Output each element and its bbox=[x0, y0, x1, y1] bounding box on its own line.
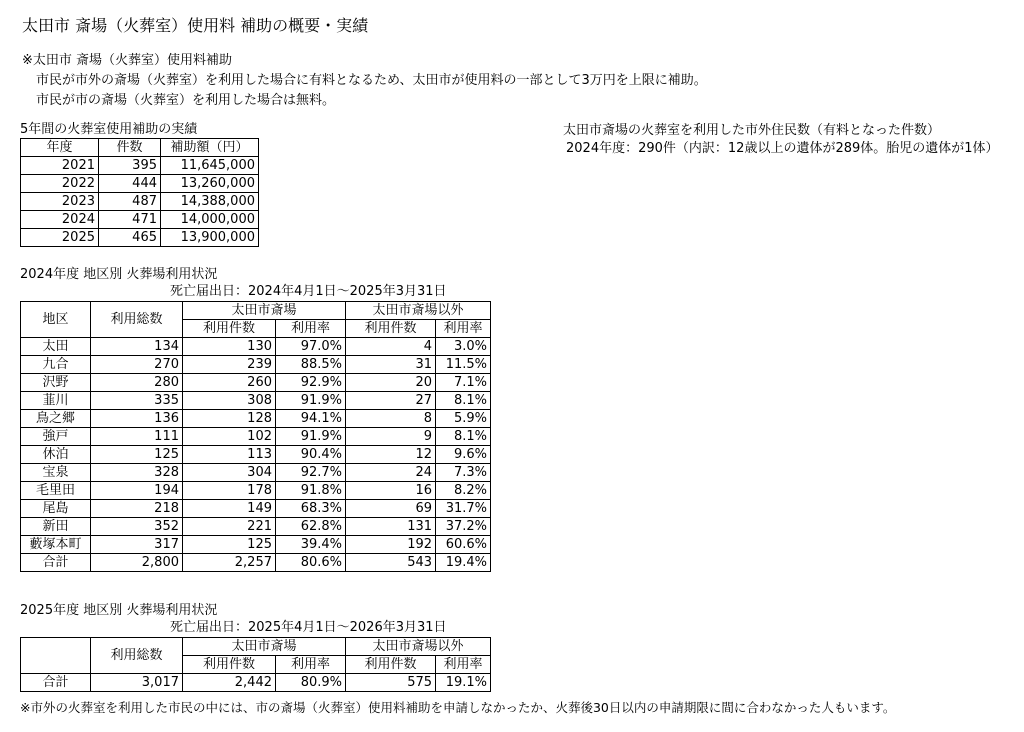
table-cell: 91.8% bbox=[276, 482, 346, 500]
table-cell: 8.1% bbox=[436, 392, 491, 410]
table-cell: 2025 bbox=[21, 229, 99, 247]
table-cell: 239 bbox=[183, 356, 276, 374]
table-cell: 60.6% bbox=[436, 536, 491, 554]
table-cell: 鳥之郷 bbox=[21, 410, 91, 428]
table-cell: 304 bbox=[183, 464, 276, 482]
table-row bbox=[21, 428, 491, 446]
table-cell: 130 bbox=[183, 338, 276, 356]
header-city-rate: 利用率 bbox=[276, 320, 346, 338]
header-other-rate: 利用率 bbox=[436, 320, 491, 338]
table-cell: 太田 bbox=[21, 338, 91, 356]
table-cell: 543 bbox=[346, 554, 436, 572]
table-cell: 131 bbox=[346, 518, 436, 536]
table-cell: 合計 bbox=[21, 554, 91, 572]
header-count: 件数 bbox=[99, 139, 161, 157]
table-cell: 宝泉 bbox=[21, 464, 91, 482]
header-district: 地区 bbox=[21, 302, 91, 338]
table-cell: 16 bbox=[346, 482, 436, 500]
table-cell: 2021 bbox=[21, 157, 99, 175]
table-cell: 11.5% bbox=[436, 356, 491, 374]
table-row bbox=[21, 175, 259, 193]
header-other-rate: 利用率 bbox=[436, 656, 491, 674]
table-row bbox=[21, 446, 491, 464]
table-cell: 328 bbox=[91, 464, 183, 482]
t2025-header-row-1 bbox=[21, 638, 491, 656]
table-cell: 8.2% bbox=[436, 482, 491, 500]
table-cell: 280 bbox=[91, 374, 183, 392]
table-row bbox=[21, 193, 259, 211]
table-cell: 3,017 bbox=[91, 674, 183, 692]
header-empty bbox=[21, 638, 91, 674]
table-cell: 194 bbox=[91, 482, 183, 500]
table-cell: 113 bbox=[183, 446, 276, 464]
table-cell: 14,000,000 bbox=[161, 211, 259, 229]
header-ota-city-crematorium: 太田市斎場 bbox=[183, 638, 346, 656]
table-cell: 11,645,000 bbox=[161, 157, 259, 175]
intro-line-1: 市民が市外の斎場（火葬室）を利用した場合に有料となるため、太田市が使用料の一部として3万円を上限に補助。 bbox=[36, 73, 707, 88]
header-other-crematorium: 太田市斎場以外 bbox=[346, 302, 491, 320]
t2024-title: 2024年度 地区別 火葬場利用状況 bbox=[20, 267, 218, 282]
t2024-header-row-1 bbox=[21, 302, 491, 320]
table-cell: 395 bbox=[99, 157, 161, 175]
header-other-count: 利用件数 bbox=[346, 656, 436, 674]
table-cell: 218 bbox=[91, 500, 183, 518]
table-row bbox=[21, 536, 491, 554]
table-cell: 13,260,000 bbox=[161, 175, 259, 193]
table-cell: 91.9% bbox=[276, 392, 346, 410]
table-row bbox=[21, 500, 491, 518]
table-cell: 92.9% bbox=[276, 374, 346, 392]
table-cell: 471 bbox=[99, 211, 161, 229]
table-cell: 5.9% bbox=[436, 410, 491, 428]
header-ota-city-crematorium: 太田市斎場 bbox=[183, 302, 346, 320]
five-year-header-row bbox=[21, 139, 259, 157]
header-other-crematorium: 太田市斎場以外 bbox=[346, 638, 491, 656]
table-cell: 134 bbox=[91, 338, 183, 356]
table-cell: 韮川 bbox=[21, 392, 91, 410]
table-row bbox=[21, 554, 491, 572]
table-cell: 149 bbox=[183, 500, 276, 518]
table-cell: 8.1% bbox=[436, 428, 491, 446]
table-cell: 62.8% bbox=[276, 518, 346, 536]
table-cell: 2,800 bbox=[91, 554, 183, 572]
table-cell: 4 bbox=[346, 338, 436, 356]
table-row bbox=[21, 211, 259, 229]
table-cell: 休泊 bbox=[21, 446, 91, 464]
table-cell: 27 bbox=[346, 392, 436, 410]
header-amount: 補助額（円） bbox=[161, 139, 259, 157]
district-table-2024 bbox=[20, 301, 491, 572]
table-cell: 125 bbox=[91, 446, 183, 464]
table-cell: 111 bbox=[91, 428, 183, 446]
table-row bbox=[21, 518, 491, 536]
table-cell: 92.7% bbox=[276, 464, 346, 482]
table-cell: 68.3% bbox=[276, 500, 346, 518]
table-cell: 2022 bbox=[21, 175, 99, 193]
table-row bbox=[21, 674, 491, 692]
table-cell: 13,900,000 bbox=[161, 229, 259, 247]
table-row bbox=[21, 338, 491, 356]
table-cell: 352 bbox=[91, 518, 183, 536]
header-other-count: 利用件数 bbox=[346, 320, 436, 338]
table-cell: 沢野 bbox=[21, 374, 91, 392]
table-cell: 178 bbox=[183, 482, 276, 500]
table-cell: 20 bbox=[346, 374, 436, 392]
footnote: ※市外の火葬室を利用した市民の中には、市の斎場（火葬室）使用料補助を申請しなかったか、火葬後30日以内の申請期限に間に合わなかった人もいます。 bbox=[20, 700, 896, 715]
table-cell: 7.3% bbox=[436, 464, 491, 482]
table-cell: 2,257 bbox=[183, 554, 276, 572]
t2025-period: 死亡届出日：2025年4月1日～2026年3月31日 bbox=[170, 620, 447, 635]
table-row bbox=[21, 464, 491, 482]
t2025-title: 2025年度 地区別 火葬場利用状況 bbox=[20, 603, 218, 618]
table-cell: 90.4% bbox=[276, 446, 346, 464]
header-total: 利用総数 bbox=[91, 302, 183, 338]
table-cell: 31.7% bbox=[436, 500, 491, 518]
t2024-period: 死亡届出日：2024年4月1日～2025年3月31日 bbox=[170, 284, 447, 299]
table-cell: 465 bbox=[99, 229, 161, 247]
table-row bbox=[21, 229, 259, 247]
table-row bbox=[21, 356, 491, 374]
table-cell: 合計 bbox=[21, 674, 91, 692]
table-cell: 69 bbox=[346, 500, 436, 518]
table-cell: 39.4% bbox=[276, 536, 346, 554]
table-cell: 9 bbox=[346, 428, 436, 446]
table-cell: 3.0% bbox=[436, 338, 491, 356]
table-cell: 2024 bbox=[21, 211, 99, 229]
table-row bbox=[21, 482, 491, 500]
table-cell: 444 bbox=[99, 175, 161, 193]
table-cell: 97.0% bbox=[276, 338, 346, 356]
table-cell: 7.1% bbox=[436, 374, 491, 392]
table-cell: 80.9% bbox=[276, 674, 346, 692]
table-cell: 37.2% bbox=[436, 518, 491, 536]
table-row bbox=[21, 374, 491, 392]
table-cell: 192 bbox=[346, 536, 436, 554]
table-cell: 487 bbox=[99, 193, 161, 211]
table-row bbox=[21, 410, 491, 428]
header-year: 年度 bbox=[21, 139, 99, 157]
table-cell: 317 bbox=[91, 536, 183, 554]
five-year-title: 5年間の火葬室使用補助の実績 bbox=[20, 122, 198, 137]
table-cell: 308 bbox=[183, 392, 276, 410]
table-cell: 94.1% bbox=[276, 410, 346, 428]
table-cell: 24 bbox=[346, 464, 436, 482]
table-cell: 91.9% bbox=[276, 428, 346, 446]
table-cell: 125 bbox=[183, 536, 276, 554]
table-cell: 335 bbox=[91, 392, 183, 410]
intro-line-2: 市民が市の斎場（火葬室）を利用した場合は無料。 bbox=[36, 93, 336, 108]
table-cell: 19.1% bbox=[436, 674, 491, 692]
table-cell: 221 bbox=[183, 518, 276, 536]
header-total: 利用総数 bbox=[91, 638, 183, 674]
table-cell: 270 bbox=[91, 356, 183, 374]
header-city-rate: 利用率 bbox=[276, 656, 346, 674]
table-cell: 強戸 bbox=[21, 428, 91, 446]
table-cell: 新田 bbox=[21, 518, 91, 536]
table-cell: 藪塚本町 bbox=[21, 536, 91, 554]
table-cell: 136 bbox=[91, 410, 183, 428]
table-cell: 88.5% bbox=[276, 356, 346, 374]
header-city-count: 利用件数 bbox=[183, 320, 276, 338]
intro-heading: ※太田市 斎場（火葬室）使用料補助 bbox=[22, 53, 233, 68]
header-city-count: 利用件数 bbox=[183, 656, 276, 674]
table-cell: 9.6% bbox=[436, 446, 491, 464]
table-cell: 575 bbox=[346, 674, 436, 692]
table-cell: 260 bbox=[183, 374, 276, 392]
table-cell: 31 bbox=[346, 356, 436, 374]
table-cell: 14,388,000 bbox=[161, 193, 259, 211]
table-cell: 128 bbox=[183, 410, 276, 428]
table-cell: 80.6% bbox=[276, 554, 346, 572]
table-cell: 19.4% bbox=[436, 554, 491, 572]
outside-text: 2024年度：290件（内訳：12歳以上の遺体が289体。胎児の遺体が1体） bbox=[566, 141, 999, 156]
district-table-2025 bbox=[20, 637, 491, 692]
table-cell: 毛里田 bbox=[21, 482, 91, 500]
table-cell: 12 bbox=[346, 446, 436, 464]
table-cell: 102 bbox=[183, 428, 276, 446]
table-row bbox=[21, 392, 491, 410]
table-cell: 2023 bbox=[21, 193, 99, 211]
outside-title: 太田市斎場の火葬室を利用した市外住民数（有料となった件数） bbox=[563, 123, 941, 138]
table-cell: 九合 bbox=[21, 356, 91, 374]
table-row bbox=[21, 157, 259, 175]
table-cell: 8 bbox=[346, 410, 436, 428]
table-cell: 尾島 bbox=[21, 500, 91, 518]
page-title: 太田市 斎場（火葬室）使用料 補助の概要・実績 bbox=[22, 16, 369, 35]
five-year-table bbox=[20, 138, 259, 247]
table-cell: 2,442 bbox=[183, 674, 276, 692]
